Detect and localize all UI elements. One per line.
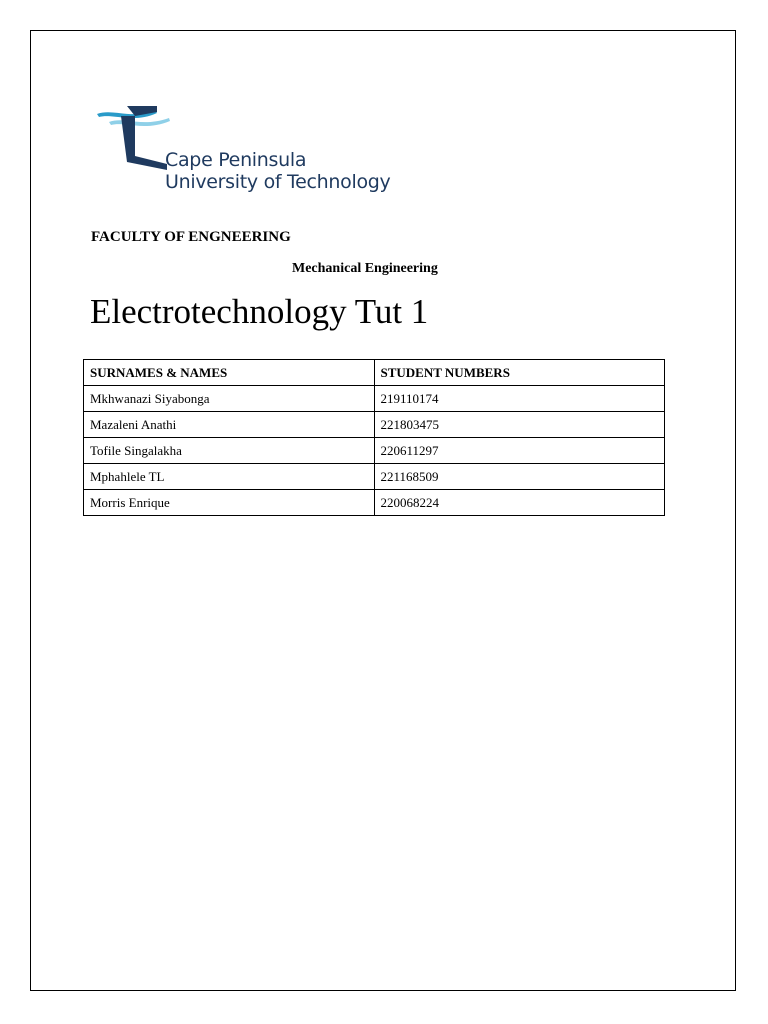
student-number: 221168509: [374, 464, 665, 490]
student-name: Morris Enrique: [84, 490, 375, 516]
student-number: 220068224: [374, 490, 665, 516]
student-name: Mkhwanazi Siyabonga: [84, 386, 375, 412]
table-row: [84, 464, 665, 490]
logo-text-line2: University of Technology: [165, 171, 391, 193]
university-logo: [95, 104, 391, 200]
logo-text-line1: Cape Peninsula: [165, 149, 307, 171]
table-row: [84, 386, 665, 412]
column-header-numbers: STUDENT NUMBERS: [374, 360, 665, 386]
student-name: Mazaleni Anathi: [84, 412, 375, 438]
student-table: [83, 359, 665, 516]
table-row: [84, 438, 665, 464]
wave-emblem-icon: [95, 104, 175, 174]
student-number: 220611297: [374, 438, 665, 464]
student-number: 221803475: [374, 412, 665, 438]
column-header-names: SURNAMES & NAMES: [84, 360, 375, 386]
student-name: Mphahlele TL: [84, 464, 375, 490]
faculty-heading: FACULTY OF ENGNEERING: [91, 229, 291, 245]
department-heading: Mechanical Engineering: [292, 261, 438, 276]
student-number: 219110174: [374, 386, 665, 412]
table-header-row: [84, 360, 665, 386]
table-row: [84, 490, 665, 516]
student-name: Tofile Singalakha: [84, 438, 375, 464]
document-title: Electrotechnology Tut 1: [90, 292, 429, 331]
table-row: [84, 412, 665, 438]
